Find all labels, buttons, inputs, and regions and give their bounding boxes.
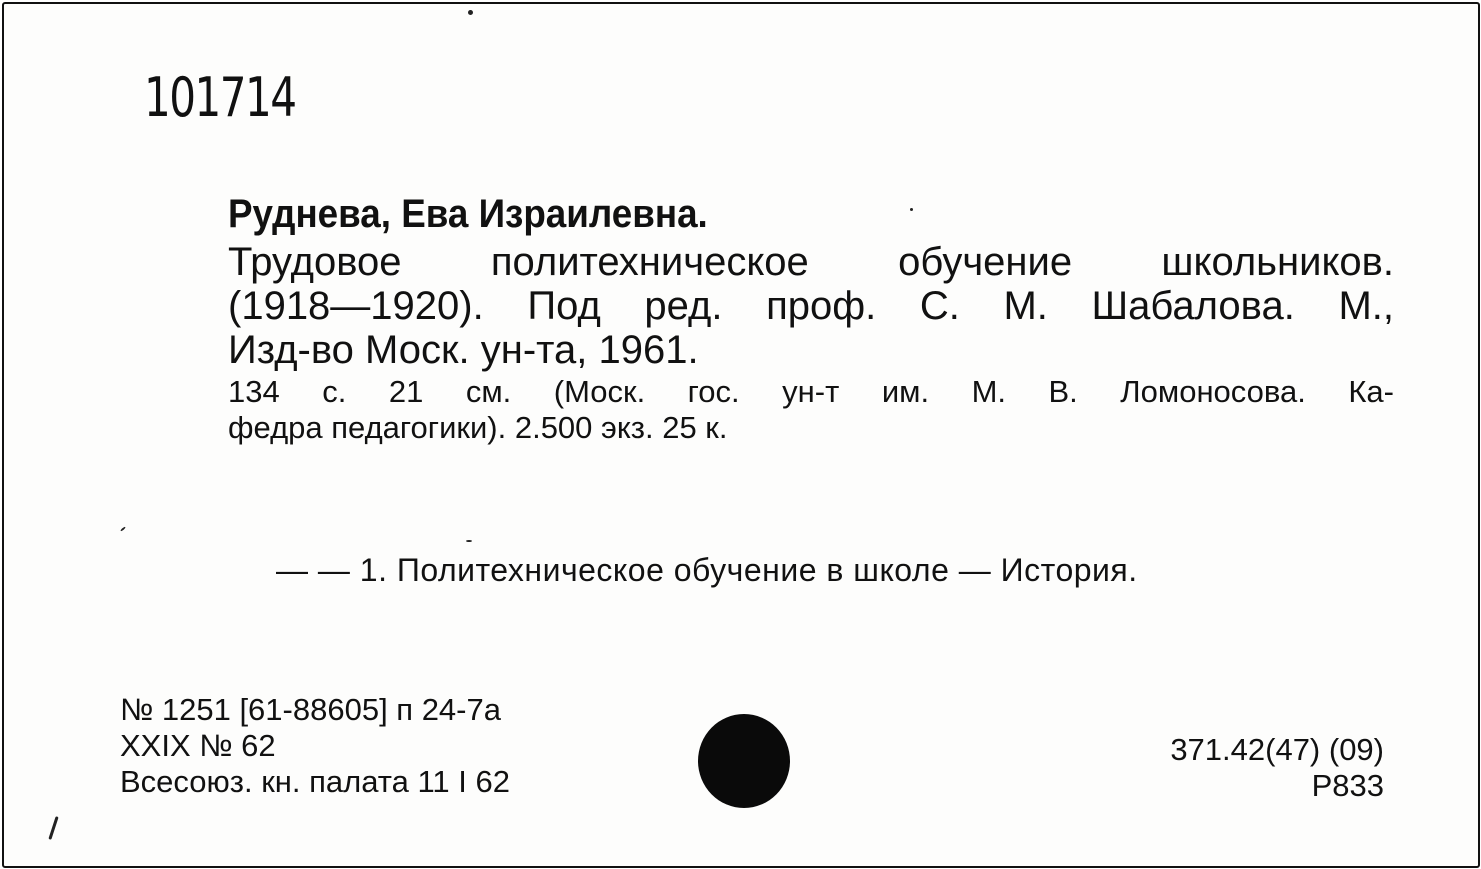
catalog-card <box>2 2 1480 868</box>
title-statement <box>228 240 1394 372</box>
registration-block <box>120 692 510 800</box>
title-line: Изд-во Моск. ун-та, 1961. <box>228 328 699 372</box>
author-heading: Руднева, Ева Израилевна. <box>228 192 708 236</box>
ink-speck <box>466 540 472 542</box>
subject-heading: — — 1. Политехническое обучение в школе — История. <box>276 552 1138 588</box>
ink-speck <box>910 208 913 211</box>
title-line: (1918—1920). Под ред. проф. С. М. Шабалова. М., <box>228 284 1394 328</box>
collation-line: 134 с. 21 см. (Моск. гос. ун-т им. М. В. Ломоносова. Ка- <box>228 374 1394 409</box>
registration-line: № 1251 [61-88605] п 24-7а <box>120 692 501 727</box>
punch-hole <box>698 714 790 808</box>
title-line: Трудовое политехническое обучение школьников. <box>228 240 1394 284</box>
ink-speck <box>48 816 58 840</box>
inventory-number: 101714 <box>144 66 296 129</box>
collation-line: федра педагогики). 2.500 экз. 25 к. <box>228 410 728 445</box>
registration-line: XXIX № 62 <box>120 728 276 763</box>
author-mark: Р833 <box>1311 768 1384 803</box>
ink-speck <box>120 526 126 531</box>
collation <box>228 374 1394 446</box>
registration-line: Всесоюз. кн. палата 11 I 62 <box>120 764 510 799</box>
classification-index: 371.42(47) (09) <box>1170 732 1384 767</box>
classification-block <box>1170 732 1384 804</box>
ink-speck <box>468 10 473 15</box>
